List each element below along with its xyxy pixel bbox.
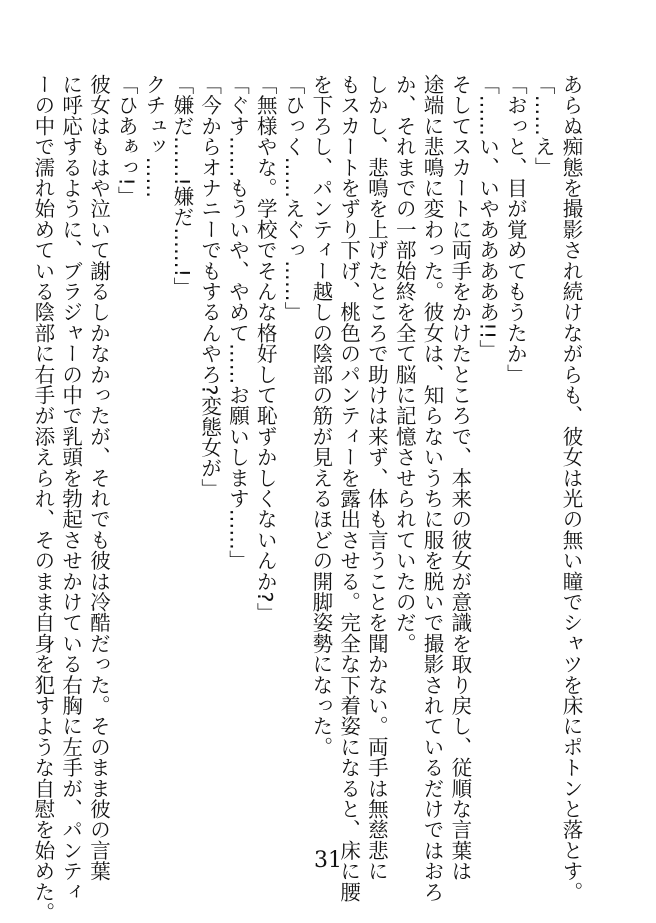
text-line: 途端に悲鳴に変わった。彼女は、知らないうちに服を脱いで撮影されているだけではおろ xyxy=(420,74,445,902)
page-number: 31 xyxy=(314,848,342,873)
text-line: 「おっと、目が覚めてもうたか」 xyxy=(503,74,528,385)
text-line: 「……え」 xyxy=(531,74,556,178)
text-line: そしてスカートに両手をかけたところで、本来の彼女が意識を取り戻し、従順な言葉は xyxy=(447,74,472,882)
text-line: しかし、悲鳴を上げたところで助けは来ず、体も言うことを聞かない。両手は無慈悲に xyxy=(364,74,389,882)
text-line: 「ぐす……もういや、やめて……お願いします……」 xyxy=(225,74,250,571)
text-line: を下ろし、パンティー越しの陰部の筋が見えるほどの開脚姿勢になった。 xyxy=(308,74,333,758)
text-line: 「……い、いやあああああ!!」 xyxy=(475,74,500,360)
text-line: に呼応するように、ブラジャーの中で乳頭を勃起させかけている右胸に左手が、パンティ xyxy=(58,74,83,902)
text-line: 「ひっく……えぐっ……」 xyxy=(281,74,306,323)
text-line: 彼女はもはや泣いて謝るしかなかったが、それでも彼は冷酷だった。そのまま彼の言葉 xyxy=(86,74,111,882)
text-line: 「今からオナニーでもするんやろ?変態女が」 xyxy=(197,74,222,500)
text-line: もスカートをずり下げ、桃色のパンティーを露出させる。完全な下着姿になると、床に腰 xyxy=(336,74,361,902)
text-line: 「嫌だ……!嫌だ……!」 xyxy=(169,74,194,298)
text-line: 「無様やな。学校でそんな格好して恥ずかしくないんか?」 xyxy=(253,74,278,624)
text-line: 「ひあぁっ!」 xyxy=(114,74,139,207)
text-line: か、それまでの一部始終を全て脳に記憶させられていたのだ。 xyxy=(392,74,417,654)
text-line: あらぬ痴態を撮影され続けながらも、彼女は光の無い瞳でシャツを床にポトンと落とす。 xyxy=(559,74,583,902)
text-line: ーの中で濡れ始めている陰部に右手が添えられ、そのまま自身を犯すような自慰を始めた。 xyxy=(30,74,55,923)
text-line: クチュッ…… xyxy=(142,74,167,199)
